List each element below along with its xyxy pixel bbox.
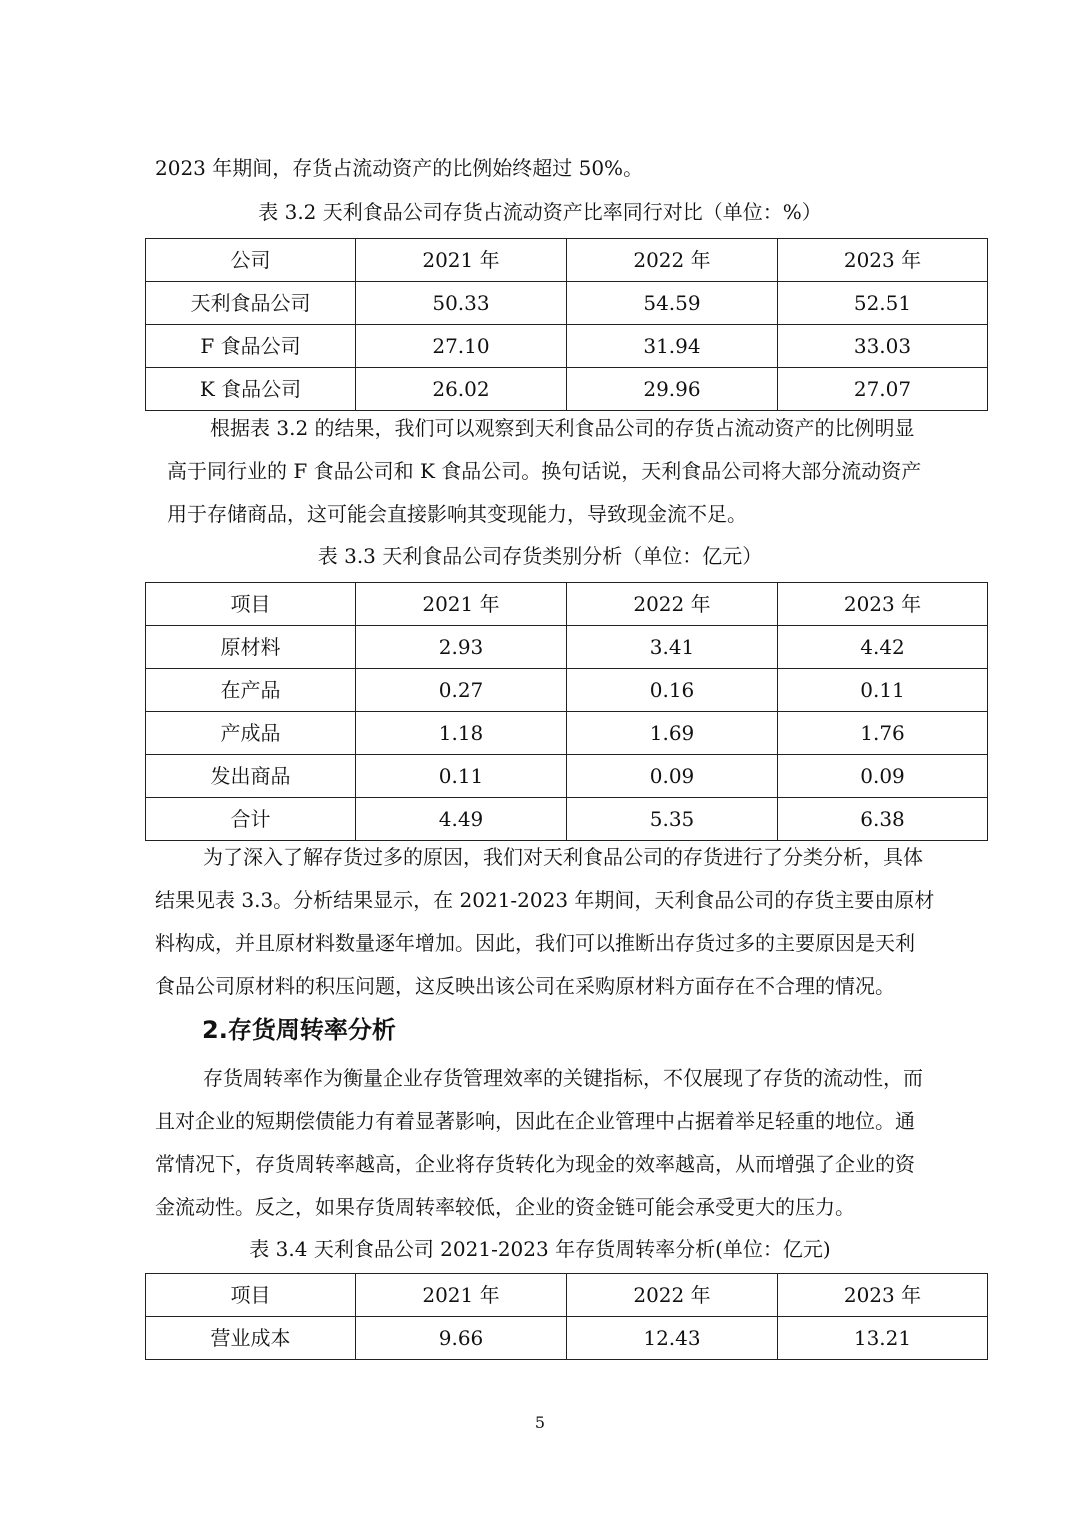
table-cell: 0.11 xyxy=(778,669,988,712)
table-cell: 1.69 xyxy=(567,712,778,755)
table-row xyxy=(146,798,988,841)
page-number: 5 xyxy=(534,1413,546,1432)
section-heading: 2.存货周转率分析 xyxy=(202,1016,396,1044)
table-cell: 原材料 xyxy=(146,626,356,669)
table-cell: 2.93 xyxy=(356,626,567,669)
table-cell: 营业成本 xyxy=(146,1317,356,1360)
table-cell: 12.43 xyxy=(567,1317,778,1360)
intro-line: 2023 年期间，存货占流动资产的比例始终超过 50%。 xyxy=(155,156,644,180)
table-header-row xyxy=(146,239,988,282)
table-row xyxy=(146,712,988,755)
table-cell: 54.59 xyxy=(567,282,778,325)
paragraph-line: 高于同行业的 F 食品公司和 K 食品公司。换句话说，天利食品公司将大部分流动资产 xyxy=(167,459,922,483)
table-3-3-caption: 表 3.3 天利食品公司存货类别分析（单位：亿元） xyxy=(317,544,763,568)
paragraph-line: 根据表 3.2 的结果，我们可以观察到天利食品公司的存货占流动资产的比例明显 xyxy=(210,416,915,440)
table-cell: 天利食品公司 xyxy=(146,282,356,325)
table-header-row xyxy=(146,583,988,626)
table-cell: 4.49 xyxy=(356,798,567,841)
table-cell: 1.18 xyxy=(356,712,567,755)
table-row xyxy=(146,325,988,368)
table-cell: 4.42 xyxy=(778,626,988,669)
paragraph-line: 常情况下，存货周转率越高，企业将存货转化为现金的效率越高，从而增强了企业的资 xyxy=(155,1152,915,1176)
table-cell: 发出商品 xyxy=(146,755,356,798)
table-cell: 1.76 xyxy=(778,712,988,755)
table-cell: 合计 xyxy=(146,798,356,841)
table-row xyxy=(146,1317,988,1360)
header-cell: 2023 年 xyxy=(778,583,988,626)
paragraph-line: 存货周转率作为衡量企业存货管理效率的关键指标，不仅展现了存货的流动性，而 xyxy=(203,1066,923,1090)
table-cell: 33.03 xyxy=(778,325,988,368)
paragraph-line: 食品公司原材料的积压问题，这反映出该公司在采购原材料方面存在不合理的情况。 xyxy=(155,974,895,998)
table-3-2-caption: 表 3.2 天利食品公司存货占流动资产比率同行对比（单位：%） xyxy=(258,200,822,224)
paragraph-line: 为了深入了解存货过多的原因，我们对天利食品公司的存货进行了分类分析，具体 xyxy=(203,845,923,869)
header-cell: 2022 年 xyxy=(567,583,778,626)
table-cell: F 食品公司 xyxy=(146,325,356,368)
header-cell: 2023 年 xyxy=(778,239,988,282)
table-cell: 52.51 xyxy=(778,282,988,325)
header-cell: 2021 年 xyxy=(356,1274,567,1317)
table-3-4-caption: 表 3.4 天利食品公司 2021-2023 年存货周转率分析(单位：亿元) xyxy=(249,1237,831,1261)
table-3-4 xyxy=(145,1273,988,1360)
table-3-3 xyxy=(145,582,988,841)
table-cell: 产成品 xyxy=(146,712,356,755)
header-cell: 公司 xyxy=(146,239,356,282)
table-cell: 13.21 xyxy=(778,1317,988,1360)
table-cell: 9.66 xyxy=(356,1317,567,1360)
paragraph-line: 料构成，并且原材料数量逐年增加。因此，我们可以推断出存货过多的主要原因是天利 xyxy=(155,931,915,955)
header-cell: 2023 年 xyxy=(778,1274,988,1317)
table-row xyxy=(146,755,988,798)
table-row xyxy=(146,368,988,411)
table-cell: 3.41 xyxy=(567,626,778,669)
table-cell: 31.94 xyxy=(567,325,778,368)
header-cell: 2022 年 xyxy=(567,1274,778,1317)
paragraph-line: 用于存储商品，这可能会直接影响其变现能力，导致现金流不足。 xyxy=(167,502,747,526)
paragraph-line: 结果见表 3.3。分析结果显示，在 2021-2023 年期间，天利食品公司的存货主要由原材 xyxy=(155,888,935,912)
header-cell: 2022 年 xyxy=(567,239,778,282)
table-cell: K 食品公司 xyxy=(146,368,356,411)
table-cell: 在产品 xyxy=(146,669,356,712)
table-cell: 29.96 xyxy=(567,368,778,411)
table-cell: 50.33 xyxy=(356,282,567,325)
table-cell: 5.35 xyxy=(567,798,778,841)
table-cell: 0.11 xyxy=(356,755,567,798)
header-cell: 项目 xyxy=(146,1274,356,1317)
table-cell: 26.02 xyxy=(356,368,567,411)
table-cell: 0.09 xyxy=(778,755,988,798)
table-cell: 0.27 xyxy=(356,669,567,712)
table-row xyxy=(146,669,988,712)
paragraph-line: 金流动性。反之，如果存货周转率较低，企业的资金链可能会承受更大的压力。 xyxy=(155,1195,855,1219)
table-cell: 27.07 xyxy=(778,368,988,411)
table-row xyxy=(146,282,988,325)
table-cell: 6.38 xyxy=(778,798,988,841)
table-3-2 xyxy=(145,238,988,411)
table-header-row xyxy=(146,1274,988,1317)
table-cell: 0.09 xyxy=(567,755,778,798)
table-row xyxy=(146,626,988,669)
table-cell: 27.10 xyxy=(356,325,567,368)
header-cell: 项目 xyxy=(146,583,356,626)
table-cell: 0.16 xyxy=(567,669,778,712)
header-cell: 2021 年 xyxy=(356,583,567,626)
header-cell: 2021 年 xyxy=(356,239,567,282)
paragraph-line: 且对企业的短期偿债能力有着显著影响，因此在企业管理中占据着举足轻重的地位。通 xyxy=(155,1109,915,1133)
